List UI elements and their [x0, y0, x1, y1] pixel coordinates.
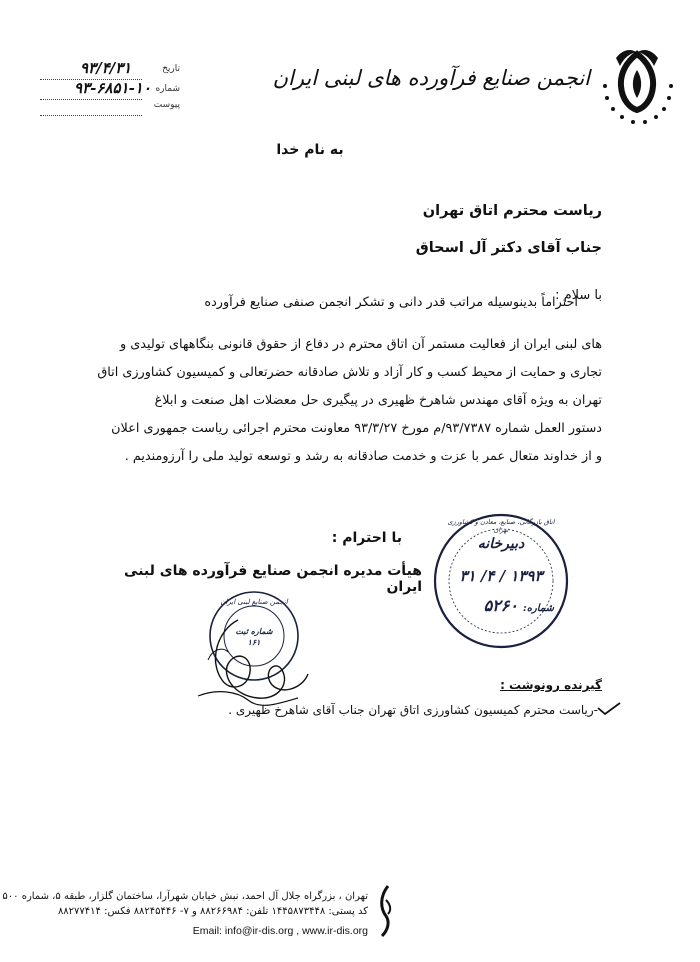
body-line-3: تجاری و حمایت از محیط کسب و کار آزاد و تلاش صادقانه حضرتعالی و کمیسیون کشاورزی اتاق	[97, 365, 602, 380]
body-line-2: های لبنی ایران از فعالیت مستمر آن اتاق محترم در دفاع از حقوق قانونی بنگاههای تولیدی و	[120, 337, 602, 352]
registry-stamp-number-row	[450, 596, 554, 615]
seal-ring-text: انجمن صنایع لبنی ایران	[220, 598, 288, 606]
registry-stamp-title: دبیرخانه	[477, 536, 525, 552]
signatory: هیأت مدیره انجمن صنایع فرآورده های لبنی ایران	[124, 563, 422, 595]
footer-email: Email: info@ir-dis.org , www.ir-dis.org	[192, 925, 368, 937]
recipient-line-1: ریاست محترم اتاق تهران	[422, 203, 602, 219]
registry-stamp-number: ۵۲۶۰	[483, 596, 518, 615]
registry-stamp	[432, 512, 570, 650]
number-value: ۹۳-۶۸۵۱-۱۰	[74, 79, 151, 97]
footer-phones: کد پستی: ۱۴۴۵۸۷۳۴۴۸ تلفن: ۸۸۲۶۶۹۸۴ و ۷- ۸۸۲۴۵۴۴۶ فکس: ۸۸۲۷۷۴۱۴	[57, 906, 368, 917]
signature-graphic	[178, 600, 328, 720]
closing: با احترام :	[331, 530, 402, 546]
registry-stamp-ring-text: اتاق بازرگانی، صنایع، معادن و کشاورزی تهران	[447, 518, 555, 534]
recipient-line-2: جناب آقای دکتر آل اسحاق	[415, 240, 602, 256]
cc-title: گیرنده رونوشت :	[500, 678, 602, 692]
attachment-label: پیوست	[153, 100, 180, 110]
body-line-6: و از خداوند متعال عمر با عزت و خدمت صادقانه به رشد و توسعه تولید ملی را آرزومندیم .	[124, 449, 602, 464]
org-logo-icon	[596, 40, 678, 130]
cc-item: -ریاست محترم کمیسیون کشاورزی اتاق تهران جناب آقای شاهرخ ظهیری .	[228, 703, 598, 717]
greeting: با سلام :	[555, 288, 602, 303]
registry-stamp-date: ۱۳۹۳ / ۴/ ۳۱	[459, 567, 543, 585]
seal-center-text: شماره ثبت ۱۶۱	[235, 626, 273, 647]
basmala: به نام خدا	[276, 142, 344, 158]
attachment-field	[40, 98, 180, 120]
footer-address: تهران ، بزرگراه جلال آل احمد، نبش خیابان شهرآرا، ساختمان گلزار، طبقه ۵، شماره ۵۰۰	[2, 891, 368, 902]
date-label: تاریخ	[162, 64, 180, 74]
org-name-logo: انجمن صنایع فرآورده های لبنی ایران	[272, 66, 590, 90]
body-line-4: تهران به ویژه آقای مهندس شاهرخ ظهیری در پیگیری حل معضلات اهل صنعت و ابلاغ	[154, 393, 602, 408]
footer-logo-icon	[374, 882, 396, 940]
check-mark-icon	[596, 700, 622, 718]
body-line-5: دستور العمل شماره ۹۳/۷۳۸۷/م مورخ ۹۳/۳/۲۷ معاونت محترم اجرائی ریاست جمهوری اعلان	[111, 421, 602, 436]
registry-stamp-number-label: شماره:	[523, 603, 554, 614]
body-line-1: احتراماً بدینوسیله مراتب قدر دانی و تشکر انجمن صنفی صنایع فرآورده	[204, 295, 578, 310]
body-paragraph	[97, 331, 602, 471]
number-label: شماره	[155, 84, 180, 94]
date-value: ۹۳/۴/۳۱	[80, 59, 132, 77]
body-paragraph-first	[108, 289, 578, 317]
